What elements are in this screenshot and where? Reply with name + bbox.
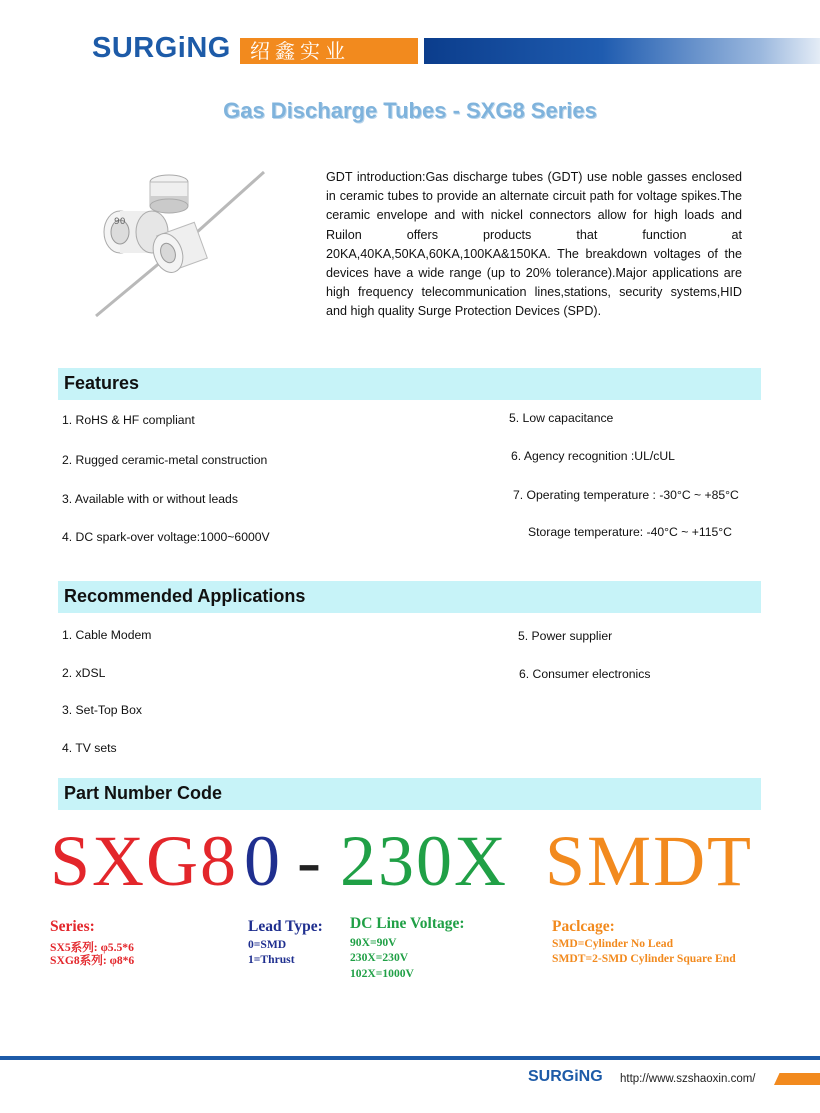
footer-url-link[interactable]: http://www.szshaoxin.com/ — [620, 1073, 756, 1085]
feature-item: 6. Agency recognition :UL/cUL — [511, 449, 675, 463]
intro-paragraph: GDT introduction:Gas discharge tubes (GDT) use noble gasses enclosed in ceramic tubes to provide an alternate circuit path for voltage spikes.The ceramic envelope and with nickel connectors allow for high loads and Ruilon offers products that function at 20KA,40KA,50KA,60KA,100KA&150KA. The breakdown voltages of the devices have a wide range (up to 20% tolerance).Major applications are high frequency telecommunication lines,stations, security systems,HID and high quality Surge Protection Devices (SPD). — [326, 170, 742, 319]
dc-voltage-line: 230X=230V — [350, 951, 409, 964]
application-item: 1. Cable Modem — [62, 628, 152, 642]
package-line: SMDT=2-SMD Cylinder Square End — [552, 952, 736, 965]
application-item: 6. Consumer electronics — [519, 667, 651, 681]
feature-item: 4. DC spark-over voltage:1000~6000V — [62, 530, 270, 544]
part-number-heading: Part Number Code — [64, 783, 223, 803]
footer-accent-tab — [774, 1073, 820, 1085]
pn-series-code: SXG8 — [50, 821, 239, 901]
package-line: SMD=Cylinder No Lead — [552, 937, 674, 950]
brand-chinese-name: 绍鑫实业 — [240, 38, 418, 64]
part-number-header — [58, 778, 761, 810]
feature-item: 5. Low capacitance — [509, 411, 614, 425]
footer-brand-logo: SURGiNG — [528, 1068, 603, 1085]
application-item: 5. Power supplier — [518, 629, 613, 643]
features-header — [58, 368, 761, 400]
application-item: 2. xDSL — [62, 666, 106, 680]
dc-voltage-label: DC Line Voltage: — [350, 915, 465, 932]
applications-heading: Recommended Applications — [64, 586, 306, 606]
lead-type-line: 1=Thrust — [248, 953, 295, 966]
feature-item: 7. Operating temperature : -30°C ~ +85°C — [513, 488, 739, 502]
feature-item: 1. RoHS & HF compliant — [62, 413, 195, 427]
series-line: SX5系列: φ5.5*6 — [50, 941, 134, 954]
svg-text:90: 90 — [114, 217, 126, 227]
lead-type-line: 0=SMD — [248, 938, 287, 951]
application-item: 4. TV sets — [62, 741, 117, 755]
pn-package-code: SMDT — [545, 821, 754, 901]
features-heading: Features — [64, 373, 140, 393]
application-item: 3. Set-Top Box — [62, 703, 142, 717]
dc-voltage-line: 102X=1000V — [350, 967, 414, 980]
page-title: Gas Discharge Tubes - SXG8 Series — [223, 98, 597, 123]
dc-voltage-line: 90X=90V — [350, 936, 397, 949]
series-label: Series: — [50, 918, 95, 935]
package-label: Paclcage: — [552, 918, 615, 935]
feature-item: 2. Rugged ceramic-metal construction — [62, 453, 268, 467]
footer-divider — [0, 1056, 820, 1060]
pn-voltage-code: 230X — [340, 821, 508, 901]
pn-dash: - — [297, 821, 323, 901]
brand-logo: SURGiNG — [92, 32, 231, 64]
feature-item: 3. Available with or without leads — [62, 492, 238, 506]
product-image — [88, 158, 288, 328]
pn-lead-code: 0 — [244, 821, 282, 901]
header-gradient-bar — [424, 38, 820, 64]
lead-type-label: Lead Type: — [248, 918, 323, 935]
applications-header — [58, 581, 761, 613]
series-line: SXG8系列: φ8*6 — [50, 954, 135, 967]
feature-item: Storage temperature: -40°C ~ +115°C — [528, 525, 732, 539]
